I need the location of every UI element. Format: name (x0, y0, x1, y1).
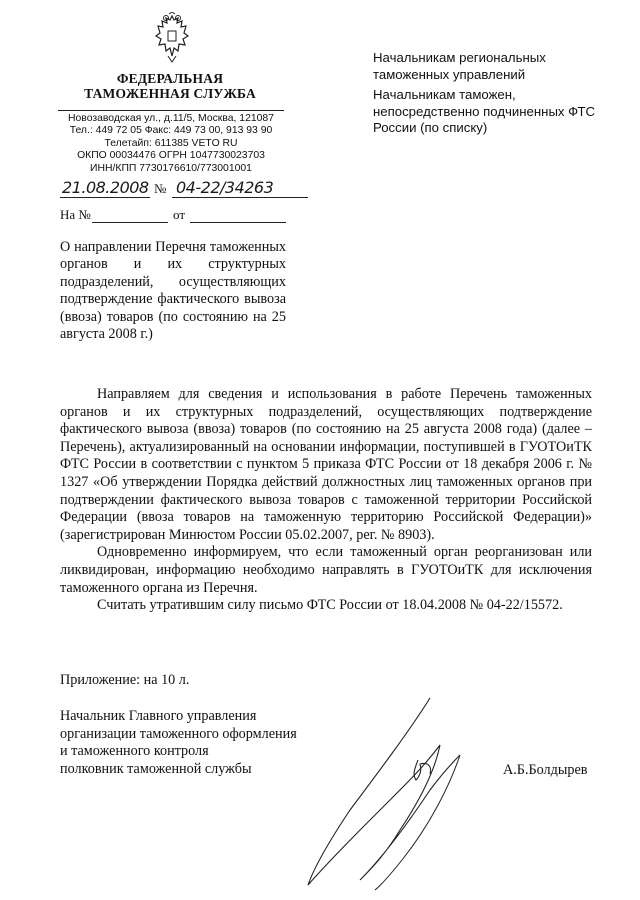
org-name-line2: ТАМОЖЕННАЯ СЛУЖБА (84, 86, 256, 101)
subject-text: О направлении Перечня таможенных органов и их структурных подразделений, осуществляющих подтверждение фактического вывоза (ввоза) товаров (по состоянию на 25 августа 2008 г.) (60, 239, 286, 343)
body-paragraph-3: Считать утратившим силу письмо ФТС России от 18.04.2008 № 04-22/15572. (97, 597, 563, 614)
letter-body (60, 386, 592, 615)
ref-from-label: от (173, 207, 186, 222)
addressee-line2: Начальникам таможен, непосредственно подчиненных ФТС России (по списку) (373, 87, 596, 135)
handwritten-date: 21.08.2008 (62, 178, 149, 197)
signer-name: А.Б.Болдырев (503, 762, 588, 778)
ref-from-underline (190, 222, 286, 223)
phone-line: Тел.: 449 72 05 Факс: 449 73 00, 913 93 90 (69, 125, 273, 137)
ref-number-underline (92, 222, 168, 223)
contact-block (60, 113, 282, 175)
addressee-line1: Начальникам региональных таможенных управлений (373, 50, 546, 82)
address-line: Новозаводская ул., д.11/5, Москва, 121087 (68, 113, 274, 124)
date-underline (60, 197, 150, 198)
number-underline (172, 197, 308, 198)
registration-line (60, 178, 310, 200)
reference-line (60, 207, 290, 225)
number-label: № (154, 181, 167, 196)
coat-of-arms-icon (150, 12, 194, 64)
organization-name (60, 71, 280, 101)
position-line4: полковник таможенной службы (60, 760, 252, 777)
attachment-note: Приложение: на 10 л. (60, 672, 190, 688)
handwritten-signature-icon (290, 690, 510, 895)
org-name-line1: ФЕДЕРАЛЬНАЯ (116, 71, 224, 86)
addressee-block (373, 50, 613, 141)
letterhead-divider (58, 110, 284, 111)
body-paragraph-1: Направляем для сведения и использования в работе Перечень таможенных органов и их структурных подразделений, осуществляющих подтверждение фактического вывоза (ввоза) товаров (по состоянию на 25 августа 2008 года) (далее – Перечень), актуализированный на основании информации, поступившей в ГУОТОиТК ФТС России в соответствии с пунктом 5 приказа ФТС России от 18 декабря 2006 г. № 1327 «Об утверждении Порядка действий должностных лиц таможенных органов при подтверждении фактического вывоза товаров с таможенной территории Российской Федерации (ввоза товаров на таможенную территорию Российской Федерации)» (зарегистрирован Минюстом России 05.02.2007, рег. № 8903). (60, 386, 592, 543)
teletype-line: Телетайп: 611385 VETO RU (104, 137, 238, 149)
okpo-line: ОКПО 00034476 ОГРН 1047730023703 (77, 150, 265, 162)
position-line2: организации таможенного оформления (60, 725, 297, 742)
position-line3: и таможенного контроля (60, 743, 209, 760)
ref-number-label: На № (60, 207, 91, 222)
handwritten-number: 04-22/34263 (176, 178, 274, 197)
inn-line: ИНН/КПП 7730176610/773001001 (90, 162, 252, 174)
body-paragraph-2: Одновременно информируем, что если таможенный орган реорганизован или ликвидирован, информацию необходимо направлять в ГУОТОиТК для исключения таможенного органа из Перечня. (60, 544, 592, 596)
position-line1: Начальник Главного управления (60, 708, 257, 724)
